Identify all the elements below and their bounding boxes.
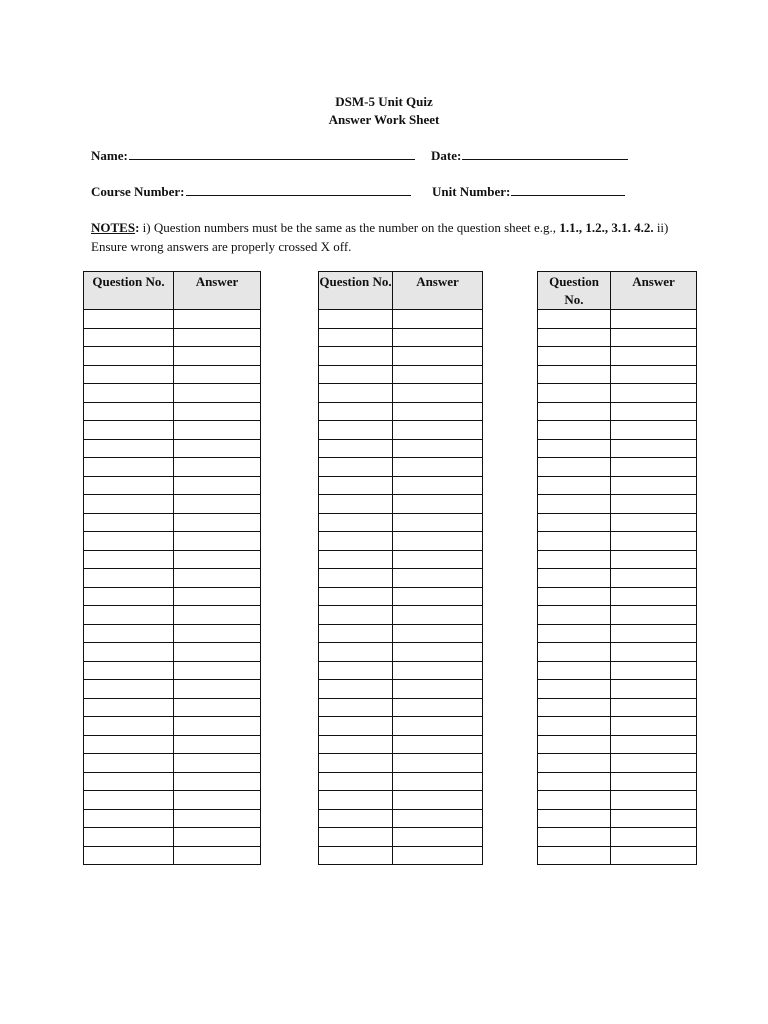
question-no-cell[interactable]: [319, 439, 393, 458]
table-row: [84, 791, 261, 810]
table-row: [84, 439, 261, 458]
table-row: [319, 772, 483, 791]
answer-cell[interactable]: [611, 754, 697, 773]
table-row: [319, 458, 483, 477]
question-no-header: Question No.: [319, 272, 393, 310]
unit-number-label: Unit Number:: [432, 184, 511, 199]
question-no-cell[interactable]: [84, 772, 174, 791]
answer-cell[interactable]: [174, 495, 261, 514]
question-no-cell[interactable]: [319, 587, 393, 606]
question-no-cell[interactable]: [319, 421, 393, 440]
answer-cell[interactable]: [611, 384, 697, 403]
answer-cell[interactable]: [174, 754, 261, 773]
table-row: [84, 402, 261, 421]
question-no-cell[interactable]: [319, 772, 393, 791]
answer-cell[interactable]: [611, 828, 697, 847]
question-no-cell[interactable]: [319, 624, 393, 643]
answer-cell[interactable]: [393, 587, 483, 606]
answer-cell[interactable]: [174, 310, 261, 329]
table-row: [84, 513, 261, 532]
date-blank[interactable]: [462, 147, 628, 160]
table-row: [538, 606, 697, 625]
answer-cell[interactable]: [611, 846, 697, 865]
table-row: [538, 772, 697, 791]
table-row: [538, 680, 697, 699]
answer-cell[interactable]: [393, 791, 483, 810]
answer-cell[interactable]: [393, 421, 483, 440]
answer-cell[interactable]: [174, 439, 261, 458]
table-row: [84, 310, 261, 329]
answer-header: Answer: [393, 272, 483, 310]
table-row: [319, 624, 483, 643]
table-row: [538, 754, 697, 773]
question-no-cell[interactable]: [319, 513, 393, 532]
table-row: [319, 735, 483, 754]
question-no-cell[interactable]: [84, 402, 174, 421]
answer-cell[interactable]: [174, 458, 261, 477]
answer-cell[interactable]: [174, 328, 261, 347]
question-no-cell[interactable]: [319, 606, 393, 625]
answer-cell[interactable]: [174, 791, 261, 810]
question-no-cell[interactable]: [538, 772, 611, 791]
table-row: [319, 717, 483, 736]
answer-cell[interactable]: [393, 402, 483, 421]
answer-cell[interactable]: [174, 717, 261, 736]
question-no-cell[interactable]: [538, 384, 611, 403]
table-row: [538, 402, 697, 421]
question-no-cell[interactable]: [84, 606, 174, 625]
answer-cell[interactable]: [174, 476, 261, 495]
answer-cell[interactable]: [393, 347, 483, 366]
question-no-cell[interactable]: [84, 495, 174, 514]
question-no-cell[interactable]: [84, 328, 174, 347]
answer-cell[interactable]: [611, 661, 697, 680]
name-label: Name:: [91, 148, 128, 163]
answer-cell[interactable]: [611, 439, 697, 458]
table-row: [319, 402, 483, 421]
table-row: [538, 328, 697, 347]
table-row: [538, 365, 697, 384]
table-row: [84, 661, 261, 680]
answer-cell[interactable]: [174, 606, 261, 625]
question-no-cell[interactable]: [538, 495, 611, 514]
question-no-cell[interactable]: [84, 347, 174, 366]
answer-cell[interactable]: [393, 606, 483, 625]
unit-number-blank[interactable]: [511, 183, 625, 196]
table-row: [538, 828, 697, 847]
answer-cell[interactable]: [393, 476, 483, 495]
answer-cell[interactable]: [611, 606, 697, 625]
table-row: [538, 347, 697, 366]
course-number-blank[interactable]: [186, 183, 411, 196]
table-row: [84, 624, 261, 643]
table-row: [538, 421, 697, 440]
question-no-cell[interactable]: [538, 310, 611, 329]
notes-text-2: ii) Ensure wrong answers are properly crossed X off.: [91, 220, 669, 254]
table-row: [538, 513, 697, 532]
table-row: [319, 809, 483, 828]
question-no-cell[interactable]: [319, 809, 393, 828]
answer-cell[interactable]: [393, 846, 483, 865]
question-no-cell[interactable]: [319, 754, 393, 773]
answer-cell[interactable]: [174, 569, 261, 588]
question-no-cell[interactable]: [84, 310, 174, 329]
answer-table-1: [83, 271, 261, 865]
answer-cell[interactable]: [174, 365, 261, 384]
table-row: [538, 310, 697, 329]
table-row: [319, 754, 483, 773]
answer-cell[interactable]: [393, 698, 483, 717]
table-row: [538, 476, 697, 495]
notes-colon: :: [135, 220, 140, 235]
question-no-cell[interactable]: [538, 402, 611, 421]
question-no-cell[interactable]: [84, 476, 174, 495]
question-no-cell[interactable]: [319, 661, 393, 680]
table-row: [84, 495, 261, 514]
question-no-cell[interactable]: [319, 347, 393, 366]
question-no-cell[interactable]: [319, 384, 393, 403]
question-no-cell[interactable]: [84, 384, 174, 403]
question-no-cell[interactable]: [319, 328, 393, 347]
table-row: [538, 661, 697, 680]
table-row: [84, 698, 261, 717]
table-row: [319, 680, 483, 699]
question-no-cell[interactable]: [84, 717, 174, 736]
question-no-cell[interactable]: [84, 791, 174, 810]
table-row: [84, 532, 261, 551]
table-row: [319, 476, 483, 495]
question-no-cell[interactable]: [319, 680, 393, 699]
question-no-cell[interactable]: [84, 439, 174, 458]
question-no-cell[interactable]: [538, 661, 611, 680]
table-row: [84, 754, 261, 773]
answer-cell[interactable]: [174, 661, 261, 680]
answer-cell[interactable]: [611, 624, 697, 643]
answer-cell[interactable]: [611, 698, 697, 717]
question-no-cell[interactable]: [538, 421, 611, 440]
question-no-cell[interactable]: [319, 365, 393, 384]
answer-cell[interactable]: [611, 643, 697, 662]
answer-cell[interactable]: [611, 569, 697, 588]
question-no-header: Question No.: [538, 272, 611, 310]
question-no-cell[interactable]: [84, 532, 174, 551]
answer-cell[interactable]: [393, 828, 483, 847]
table-row: [84, 809, 261, 828]
table-row: [84, 828, 261, 847]
table-row: [319, 328, 483, 347]
answer-cell[interactable]: [174, 513, 261, 532]
answer-cell[interactable]: [393, 569, 483, 588]
question-no-cell[interactable]: [319, 846, 393, 865]
table-row: [538, 458, 697, 477]
question-no-cell[interactable]: [538, 828, 611, 847]
table-row: [538, 587, 697, 606]
answer-cell[interactable]: [174, 587, 261, 606]
question-no-cell[interactable]: [84, 680, 174, 699]
unit-number-field: [432, 183, 625, 200]
date-label: Date:: [431, 148, 462, 163]
answer-cell[interactable]: [393, 532, 483, 551]
answer-cell[interactable]: [174, 550, 261, 569]
table-row: [84, 476, 261, 495]
question-no-cell[interactable]: [319, 735, 393, 754]
answer-cell[interactable]: [611, 458, 697, 477]
answer-cell[interactable]: [611, 717, 697, 736]
answer-cell[interactable]: [174, 772, 261, 791]
table-row: [319, 606, 483, 625]
question-no-cell[interactable]: [538, 365, 611, 384]
question-no-cell[interactable]: [319, 698, 393, 717]
answer-cell[interactable]: [611, 495, 697, 514]
table-row: [538, 569, 697, 588]
answer-cell[interactable]: [611, 772, 697, 791]
table-row: [319, 569, 483, 588]
question-no-cell[interactable]: [538, 458, 611, 477]
question-no-cell[interactable]: [84, 735, 174, 754]
table-row: [538, 624, 697, 643]
table-row: [84, 680, 261, 699]
table-row: [84, 550, 261, 569]
table-row: [84, 365, 261, 384]
question-no-cell[interactable]: [319, 495, 393, 514]
notes-text-1: i) Question numbers must be the same as the number on the question sheet e.g.,: [139, 220, 560, 235]
answer-cell[interactable]: [611, 476, 697, 495]
table-row: [538, 439, 697, 458]
answer-cell[interactable]: [393, 754, 483, 773]
answer-cell[interactable]: [174, 402, 261, 421]
table-row: [319, 365, 483, 384]
table-row: [319, 846, 483, 865]
table-row: [84, 717, 261, 736]
question-no-cell[interactable]: [84, 513, 174, 532]
table-row: [319, 550, 483, 569]
answer-cell[interactable]: [174, 347, 261, 366]
answer-cell[interactable]: [611, 550, 697, 569]
table-row: [319, 661, 483, 680]
table-row: [84, 735, 261, 754]
answer-cell[interactable]: [611, 347, 697, 366]
answer-cell[interactable]: [393, 624, 483, 643]
question-no-cell[interactable]: [319, 550, 393, 569]
table-row: [319, 587, 483, 606]
answer-cell[interactable]: [611, 421, 697, 440]
answer-cell[interactable]: [611, 809, 697, 828]
name-field: [91, 147, 415, 164]
answer-cell[interactable]: [174, 532, 261, 551]
answer-cell[interactable]: [174, 698, 261, 717]
question-no-cell[interactable]: [319, 476, 393, 495]
answer-cell[interactable]: [393, 735, 483, 754]
question-no-cell[interactable]: [538, 532, 611, 551]
answer-cell[interactable]: [174, 421, 261, 440]
table-row: [84, 421, 261, 440]
course-number-field: [91, 183, 411, 200]
answer-cell[interactable]: [611, 513, 697, 532]
question-no-cell[interactable]: [319, 310, 393, 329]
table-row: [84, 643, 261, 662]
answer-cell[interactable]: [174, 735, 261, 754]
table-row: [84, 846, 261, 865]
question-no-cell[interactable]: [319, 569, 393, 588]
answer-cell[interactable]: [393, 495, 483, 514]
question-no-cell[interactable]: [538, 754, 611, 773]
answer-cell[interactable]: [611, 680, 697, 699]
question-no-cell[interactable]: [538, 587, 611, 606]
answer-cell[interactable]: [611, 310, 697, 329]
table-row: [319, 698, 483, 717]
answer-cell[interactable]: [174, 384, 261, 403]
answer-cell[interactable]: [393, 661, 483, 680]
table-row: [319, 791, 483, 810]
question-no-cell[interactable]: [84, 809, 174, 828]
question-no-cell[interactable]: [319, 402, 393, 421]
question-no-cell[interactable]: [84, 661, 174, 680]
answer-cell[interactable]: [393, 772, 483, 791]
table-row: [84, 772, 261, 791]
answer-header: Answer: [174, 272, 261, 310]
answer-table-3: [537, 271, 697, 865]
answer-cell[interactable]: [611, 402, 697, 421]
question-no-cell[interactable]: [84, 569, 174, 588]
question-no-cell[interactable]: [538, 328, 611, 347]
answer-cell[interactable]: [393, 550, 483, 569]
question-no-cell[interactable]: [538, 809, 611, 828]
table-row: [319, 421, 483, 440]
table-row: [319, 513, 483, 532]
answer-cell[interactable]: [174, 643, 261, 662]
question-no-cell[interactable]: [319, 717, 393, 736]
question-no-cell[interactable]: [538, 569, 611, 588]
table-row: [538, 735, 697, 754]
table-row: [84, 569, 261, 588]
answer-cell[interactable]: [174, 828, 261, 847]
question-no-cell[interactable]: [84, 365, 174, 384]
question-no-cell[interactable]: [538, 698, 611, 717]
notes-paragraph: [91, 218, 691, 256]
table-row: [319, 532, 483, 551]
question-no-cell[interactable]: [84, 587, 174, 606]
question-no-cell[interactable]: [538, 735, 611, 754]
question-no-cell[interactable]: [84, 846, 174, 865]
question-no-cell[interactable]: [538, 624, 611, 643]
page-subtitle: Answer Work Sheet: [328, 112, 440, 127]
table-row: [538, 550, 697, 569]
question-no-cell[interactable]: [538, 550, 611, 569]
answer-cell[interactable]: [393, 680, 483, 699]
question-no-cell[interactable]: [538, 476, 611, 495]
question-no-cell[interactable]: [538, 606, 611, 625]
table-row: [538, 698, 697, 717]
answer-cell[interactable]: [611, 735, 697, 754]
answer-cell[interactable]: [611, 365, 697, 384]
answer-cell[interactable]: [174, 624, 261, 643]
table-row: [538, 384, 697, 403]
question-no-cell[interactable]: [84, 698, 174, 717]
question-no-cell[interactable]: [538, 717, 611, 736]
answer-cell[interactable]: [393, 384, 483, 403]
question-no-cell[interactable]: [538, 846, 611, 865]
answer-cell[interactable]: [174, 680, 261, 699]
question-no-cell[interactable]: [538, 513, 611, 532]
table-row: [84, 587, 261, 606]
answer-cell[interactable]: [393, 643, 483, 662]
answer-cell[interactable]: [393, 439, 483, 458]
question-no-cell[interactable]: [84, 624, 174, 643]
notes-label: NOTES: [91, 220, 136, 235]
table-row: [319, 347, 483, 366]
answer-cell[interactable]: [611, 328, 697, 347]
table-row: [538, 643, 697, 662]
answer-cell[interactable]: [611, 791, 697, 810]
question-no-cell[interactable]: [84, 458, 174, 477]
question-no-cell[interactable]: [538, 680, 611, 699]
question-no-cell[interactable]: [319, 458, 393, 477]
table-row: [538, 495, 697, 514]
page-title: DSM-5 Unit Quiz: [335, 94, 433, 109]
answer-cell[interactable]: [393, 328, 483, 347]
question-no-cell[interactable]: [538, 791, 611, 810]
question-no-header: Question No.: [84, 272, 174, 310]
table-row: [319, 643, 483, 662]
answer-cell[interactable]: [393, 717, 483, 736]
table-row: [538, 532, 697, 551]
answer-cell[interactable]: [393, 310, 483, 329]
table-row: [84, 458, 261, 477]
question-no-cell[interactable]: [84, 550, 174, 569]
answer-cell[interactable]: [393, 809, 483, 828]
table-row: [319, 495, 483, 514]
date-field: [431, 147, 628, 164]
question-no-cell[interactable]: [84, 643, 174, 662]
table-row: [84, 384, 261, 403]
answer-cell[interactable]: [174, 809, 261, 828]
question-no-cell[interactable]: [84, 828, 174, 847]
question-no-cell[interactable]: [319, 828, 393, 847]
question-no-cell[interactable]: [84, 421, 174, 440]
table-row: [319, 310, 483, 329]
answer-cell[interactable]: [174, 846, 261, 865]
question-no-cell[interactable]: [319, 643, 393, 662]
table-row: [319, 439, 483, 458]
table-row: [538, 791, 697, 810]
question-no-cell[interactable]: [538, 439, 611, 458]
question-no-cell[interactable]: [84, 754, 174, 773]
question-no-cell[interactable]: [319, 532, 393, 551]
course-number-label: Course Number:: [91, 184, 185, 199]
answer-table-2: [318, 271, 483, 865]
question-no-cell[interactable]: [538, 643, 611, 662]
table-row: [538, 809, 697, 828]
table-row: [538, 717, 697, 736]
question-no-cell[interactable]: [319, 791, 393, 810]
name-blank[interactable]: [129, 147, 415, 160]
answer-cell[interactable]: [393, 365, 483, 384]
answer-header: Answer: [611, 272, 697, 310]
table-row: [84, 328, 261, 347]
answer-cell[interactable]: [393, 458, 483, 477]
table-row: [84, 347, 261, 366]
table-row: [319, 384, 483, 403]
table-row: [84, 606, 261, 625]
table-row: [319, 828, 483, 847]
table-row: [538, 846, 697, 865]
question-no-cell[interactable]: [538, 347, 611, 366]
answer-cell[interactable]: [393, 513, 483, 532]
answer-cell[interactable]: [611, 532, 697, 551]
answer-cell[interactable]: [611, 587, 697, 606]
notes-example: 1.1., 1.2., 3.1. 4.2.: [559, 220, 654, 235]
